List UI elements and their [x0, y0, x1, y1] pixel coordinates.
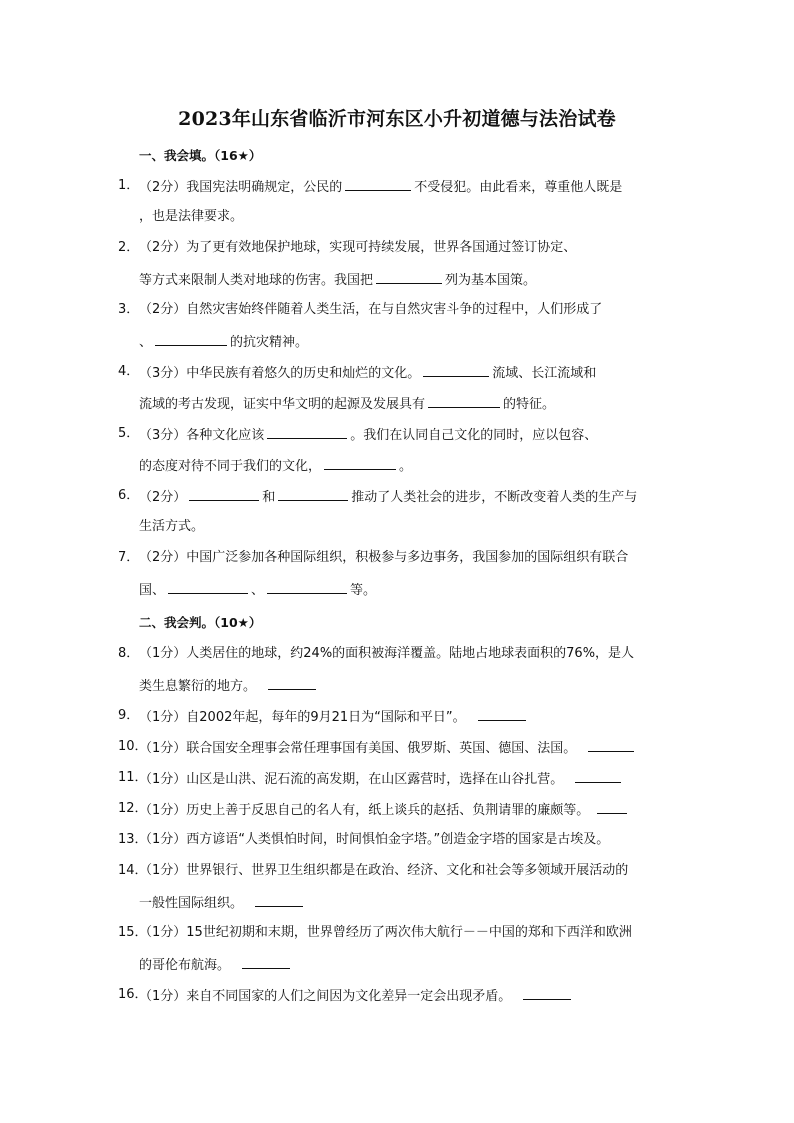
- question-number: 14．: [118, 863, 148, 878]
- answer-blank[interactable]: [267, 581, 347, 594]
- question-number: 15．: [118, 925, 148, 940]
- page-title: 2023年山东省临沂市河东区小升初道德与法治试卷: [178, 108, 616, 130]
- answer-blank[interactable]: [597, 801, 627, 814]
- question-1-cont: ，也是法律要求。: [139, 209, 244, 224]
- question-number: 1．: [118, 178, 140, 193]
- answer-blank[interactable]: [189, 488, 259, 501]
- question-number: 12．: [118, 801, 148, 816]
- question-number: 8．: [118, 646, 140, 661]
- answer-blank[interactable]: [423, 364, 489, 377]
- question-number: 10．: [118, 739, 148, 754]
- answer-blank[interactable]: [242, 956, 290, 969]
- answer-blank[interactable]: [588, 739, 634, 752]
- answer-blank[interactable]: [278, 488, 348, 501]
- answer-blank[interactable]: [255, 894, 303, 907]
- answer-blank[interactable]: [267, 426, 347, 439]
- answer-blank[interactable]: [168, 581, 248, 594]
- question-number: 11．: [118, 770, 148, 785]
- answer-blank[interactable]: [523, 987, 571, 1000]
- answer-blank[interactable]: [324, 457, 396, 470]
- answer-blank[interactable]: [376, 271, 442, 284]
- answer-blank[interactable]: [345, 178, 411, 191]
- question-number: 3．: [118, 302, 140, 317]
- question-number: 13．: [118, 832, 148, 847]
- question-number: 6．: [118, 488, 140, 503]
- section-heading-judge: 二、我会判。（10★）: [139, 615, 262, 630]
- answer-blank[interactable]: [575, 770, 621, 783]
- question-number: 5．: [118, 426, 140, 441]
- answer-blank[interactable]: [268, 677, 316, 690]
- question-number: 16．: [118, 987, 148, 1002]
- section-heading-fill: 一、我会填。（16★）: [139, 148, 262, 163]
- question-number: 7．: [118, 550, 140, 565]
- question-number: 4．: [118, 364, 140, 379]
- question-number: 2．: [118, 240, 140, 255]
- answer-blank[interactable]: [428, 395, 500, 408]
- answer-blank[interactable]: [478, 708, 526, 721]
- answer-blank[interactable]: [155, 333, 227, 346]
- question-number: 9．: [118, 708, 140, 723]
